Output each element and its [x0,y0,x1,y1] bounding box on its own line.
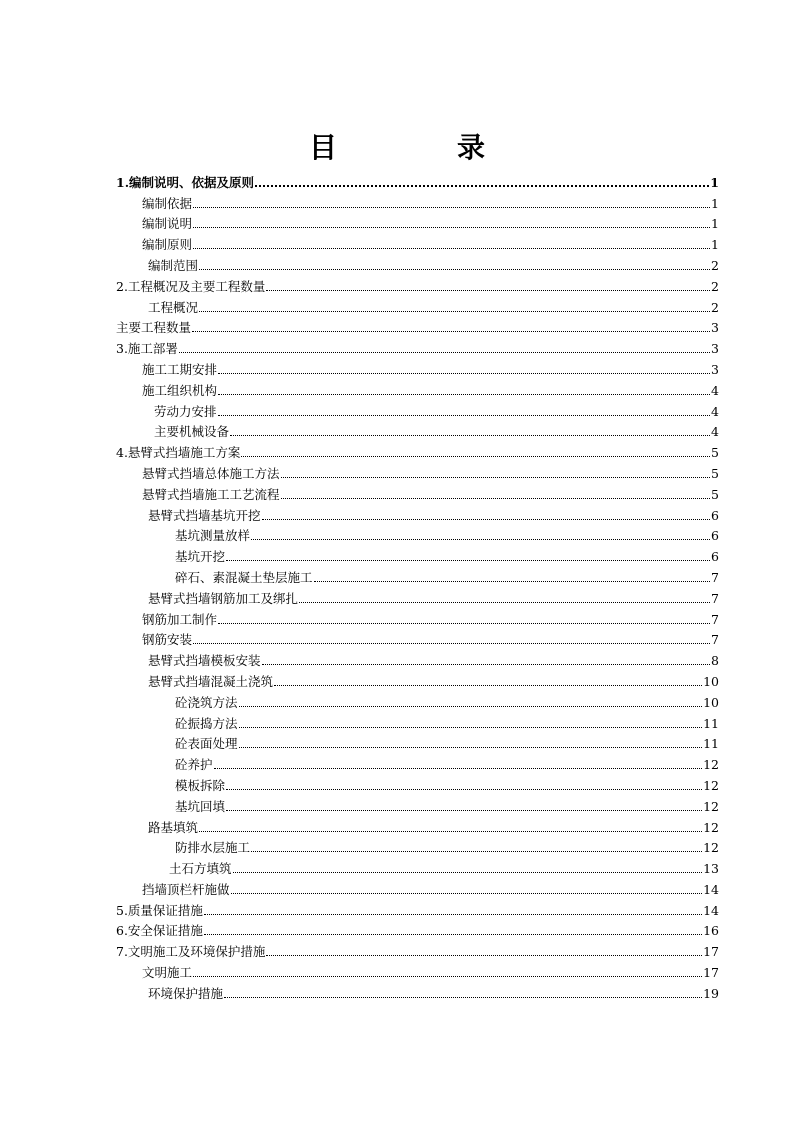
toc-entry[interactable] [116,440,719,461]
toc-page-number: 3 [711,341,719,357]
page-title: 目 录 [308,131,531,164]
dot-leader [199,831,702,832]
toc-entry[interactable] [116,939,719,960]
toc-entry[interactable] [116,461,719,482]
table-of-contents [116,170,719,1002]
toc-page-number: 12 [703,757,719,773]
toc-entry[interactable] [116,565,719,586]
toc-entry-label: 土石方填筑 [169,861,232,877]
dot-leader [262,664,711,665]
toc-entry-label: 编制范围 [148,257,199,273]
toc-entry-label: 基坑回填 [175,798,226,814]
toc-page-number: 11 [703,736,719,752]
toc-entry[interactable] [116,669,719,690]
toc-entry-label: 砼养护 [175,757,213,773]
toc-entry-label: 施工工期安排 [142,361,218,377]
toc-page-number: 7 [711,569,719,585]
toc-page-number: 1 [710,174,719,190]
toc-entry-label: 施工组织机构 [142,382,218,398]
toc-page-number: 6 [711,549,719,565]
dot-leader [233,872,703,873]
toc-entry-label: 路基填筑 [148,819,199,835]
dot-leader [241,456,710,457]
toc-page-number: 7 [711,611,719,627]
toc-entry-label: 2.工程概况及主要工程数量 [116,278,266,294]
toc-entry-label: 主要工程数量 [116,320,192,336]
toc-entry-label: 基坑测量放样 [175,528,251,544]
toc-page-number: 7 [711,590,719,606]
toc-entry-label: 1.编制说明、依据及原则 [116,174,255,190]
toc-entry-label: 碎石、素混凝土垫层施工 [175,569,313,585]
toc-entry[interactable] [116,752,719,773]
toc-entry-label: 悬臂式挡墙模板安装 [148,653,261,669]
toc-entry[interactable] [116,295,719,316]
dot-leader [262,519,711,520]
dot-leader [281,498,711,499]
toc-page-number: 16 [703,923,719,939]
toc-entry[interactable] [116,420,719,441]
toc-entry-label: 悬臂式挡墙基坑开挖 [148,507,261,523]
toc-entry-label: 砼表面处理 [175,736,238,752]
dot-leader [193,976,702,977]
dot-leader [214,768,703,769]
toc-entry-label: 7.文明施工及环境保护措施 [116,944,266,960]
toc-page-number: 14 [703,902,719,918]
toc-entry[interactable] [116,628,719,649]
dot-leader [193,227,710,228]
toc-page-number: 3 [711,361,719,377]
toc-entry[interactable] [116,794,719,815]
toc-entry[interactable] [116,919,719,940]
toc-page-number: 7 [711,632,719,648]
toc-page-number: 1 [711,216,719,232]
dot-leader [218,623,710,624]
toc-entry-label: 工程概况 [148,299,199,315]
toc-entry-label: 编制说明 [142,216,193,232]
toc-page-number: 13 [703,861,719,877]
toc-page-number: 4 [711,403,719,419]
toc-entry[interactable] [116,690,719,711]
dot-leader [255,185,709,187]
dot-leader [226,810,702,811]
dot-leader [231,893,703,894]
dot-leader [239,747,703,748]
dot-leader [230,435,710,436]
toc-page-number: 8 [711,653,719,669]
toc-entry-label: 钢筋安装 [142,632,193,648]
toc-entry[interactable] [116,274,719,295]
dot-leader [192,331,710,332]
toc-entry[interactable] [116,836,719,857]
toc-page-number: 12 [703,840,719,856]
toc-page-number: 1 [711,195,719,211]
dot-leader [224,997,702,998]
dot-leader [226,560,710,561]
toc-page-number: 19 [703,985,719,1001]
dot-leader [199,311,710,312]
toc-entry-label: 6.安全保证措施 [116,923,203,939]
toc-entry[interactable] [116,960,719,981]
toc-entry[interactable] [116,378,719,399]
toc-entry-label: 钢筋加工制作 [142,611,218,627]
toc-entry[interactable] [116,732,719,753]
toc-entry-label: 5.质量保证措施 [116,902,203,918]
toc-entry[interactable] [116,253,719,274]
dot-leader [204,914,702,915]
toc-entry[interactable] [116,212,719,233]
toc-entry-label: 文明施工 [142,965,193,981]
dot-leader [251,851,702,852]
dot-leader [239,727,703,728]
toc-entry-label: 编制原则 [142,237,193,253]
toc-entry-label: 基坑开挖 [175,549,226,565]
toc-entry[interactable] [116,503,719,524]
toc-page-number: 12 [703,798,719,814]
toc-page-number: 11 [703,715,719,731]
toc-entry-label: 环境保护措施 [148,985,224,1001]
toc-page-number: 17 [703,944,719,960]
toc-entry-label: 砼浇筑方法 [175,694,238,710]
toc-entry-label: 模板拆除 [175,777,226,793]
dot-leader [179,352,710,353]
toc-page-number: 1 [711,237,719,253]
dot-leader [193,207,710,208]
dot-leader [218,394,710,395]
toc-entry[interactable] [116,856,719,877]
toc-page-number: 17 [703,965,719,981]
toc-page-number: 6 [711,528,719,544]
toc-entry[interactable] [116,815,719,836]
toc-entry-label: 砼振捣方法 [175,715,238,731]
toc-entry[interactable] [116,898,719,919]
toc-entry[interactable] [116,482,719,503]
toc-entry[interactable] [116,524,719,545]
toc-entry[interactable] [116,316,719,337]
toc-entry-label: 防排水层施工 [175,840,251,856]
toc-entry[interactable] [116,191,719,212]
dot-leader [251,539,710,540]
toc-entry[interactable] [116,586,719,607]
toc-page-number: 2 [711,257,719,273]
toc-page-number: 5 [711,465,719,481]
toc-entry-label: 悬臂式挡墙施工工艺流程 [142,486,280,502]
dot-leader [281,477,711,478]
toc-page-number: 4 [711,382,719,398]
toc-page-number: 12 [703,777,719,793]
toc-entry[interactable] [116,357,719,378]
dot-leader [266,955,702,956]
toc-entry-label: 劳动力安排 [154,403,217,419]
dot-leader [193,248,710,249]
dot-leader [274,685,702,686]
toc-entry-label: 主要机械设备 [154,424,230,440]
toc-entry[interactable] [116,711,719,732]
toc-page-number: 10 [703,673,719,689]
toc-entry[interactable] [116,336,719,357]
toc-entry[interactable] [116,877,719,898]
dot-leader [226,789,702,790]
toc-entry[interactable] [116,648,719,669]
toc-entry[interactable] [116,399,719,420]
toc-entry-label: 编制依据 [142,195,193,211]
dot-leader [218,415,711,416]
toc-entry[interactable] [116,607,719,628]
dot-leader [299,602,710,603]
toc-entry[interactable] [116,773,719,794]
dot-leader [266,290,710,291]
toc-page-number: 5 [711,486,719,502]
dot-leader [193,643,710,644]
dot-leader [239,706,703,707]
toc-page-number: 6 [711,507,719,523]
toc-page-number: 2 [711,299,719,315]
toc-page-number: 14 [703,881,719,897]
toc-entry-label: 悬臂式挡墙总体施工方法 [142,465,280,481]
toc-page-number: 10 [703,694,719,710]
toc-page-number: 2 [711,278,719,294]
toc-page-number: 4 [711,424,719,440]
toc-page-number: 3 [711,320,719,336]
dot-leader [204,934,702,935]
toc-page-number: 12 [703,819,719,835]
dot-leader [218,373,710,374]
dot-leader [199,269,710,270]
toc-entry-label: 4.悬臂式挡墙施工方案 [116,445,241,461]
toc-entry[interactable] [116,170,719,191]
toc-entry[interactable] [116,232,719,253]
dot-leader [314,581,711,582]
toc-page-number: 5 [711,445,719,461]
toc-entry-label: 悬臂式挡墙混凝土浇筑 [148,673,274,689]
toc-entry[interactable] [116,544,719,565]
toc-entry[interactable] [116,981,719,1002]
toc-entry-label: 挡墙顶栏杆施做 [142,881,230,897]
toc-entry-label: 3.施工部署 [116,341,178,357]
toc-entry-label: 悬臂式挡墙钢筋加工及绑扎 [148,590,299,606]
